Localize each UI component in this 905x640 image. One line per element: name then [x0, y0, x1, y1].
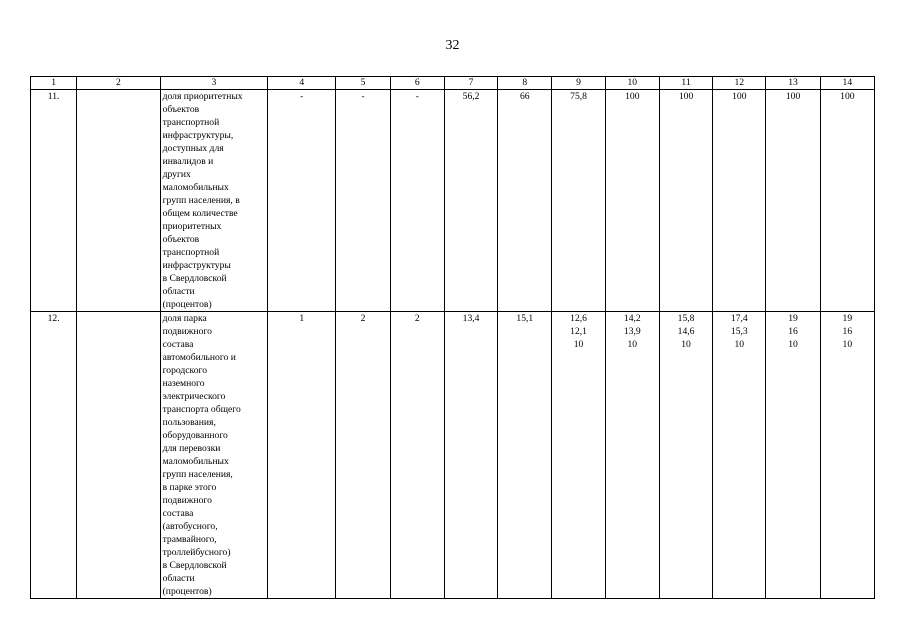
page-number: 32: [445, 38, 460, 53]
value-cell: [605, 312, 659, 599]
value-line: 14,6: [677, 326, 695, 337]
table-row: [31, 90, 875, 312]
value-cell: [268, 90, 336, 312]
header-cell: 1: [31, 77, 77, 90]
table-body: [31, 90, 875, 599]
value-line: 100: [732, 91, 747, 102]
header-cell: 8: [498, 77, 552, 90]
value-cell: [268, 312, 336, 599]
value-line: 13,9: [623, 326, 641, 337]
value-cell: [766, 90, 820, 312]
header-cell: 3: [160, 77, 268, 90]
value-line: 100: [625, 91, 640, 102]
value-cell: [336, 90, 390, 312]
value-cell: [820, 90, 874, 312]
value-line: 66: [520, 91, 530, 102]
value-cell: [713, 312, 766, 599]
header-cell: 2: [77, 77, 160, 90]
header-cell: 4: [268, 77, 336, 90]
value-cell: [820, 312, 874, 599]
header-cell: 5: [336, 77, 390, 90]
value-line: 16: [842, 326, 853, 337]
value-line: 10: [573, 339, 584, 350]
value-line: 10: [788, 339, 798, 350]
value-line: 12,6: [570, 313, 587, 324]
value-line: 10: [627, 339, 638, 350]
header-row: [31, 77, 875, 90]
value-cell: [336, 312, 390, 599]
indicator-description: доля приоритетных объектов транспортной инфраструктуры, доступных для инвалидов и других маломобильных групп населения, в общем количестве приоритетных объектов транспортной инфраструктуры в Свердловской области (процентов): [160, 90, 268, 312]
value-line: 2: [414, 313, 420, 324]
value-line: 15,8: [677, 313, 695, 324]
value-line: -: [415, 91, 419, 102]
value-line: 2: [360, 313, 366, 324]
header-cell: 7: [444, 77, 497, 90]
header-cell: 14: [820, 77, 874, 90]
table-row: [31, 312, 875, 599]
header-cell: 6: [390, 77, 444, 90]
indicators-table: [30, 76, 875, 599]
value-line: 10: [842, 339, 853, 350]
value-cell: [498, 90, 552, 312]
value-cell: [498, 312, 552, 599]
value-line: -: [300, 91, 304, 102]
value-cell: [552, 90, 605, 312]
value-line: 14,2: [623, 313, 641, 324]
value-line: 12,1: [570, 326, 587, 337]
value-cell: [444, 90, 497, 312]
value-cell: [390, 312, 444, 599]
header-cell: 11: [659, 77, 712, 90]
value-cell: [659, 312, 712, 599]
value-cell: [552, 312, 605, 599]
value-line: 19: [788, 313, 798, 324]
value-line: 75,8: [570, 91, 587, 102]
value-line: 16: [788, 326, 798, 337]
column-2-cell: [77, 90, 160, 312]
value-line: 10: [734, 339, 745, 350]
value-line: 15,3: [730, 326, 748, 337]
header-cell: 10: [605, 77, 659, 90]
value-line: 56,2: [462, 91, 480, 102]
value-cell: [605, 90, 659, 312]
value-cell: [390, 90, 444, 312]
value-cell: [713, 90, 766, 312]
value-cell: [444, 312, 497, 599]
row-number: 12.: [31, 312, 77, 599]
value-cell: [659, 90, 712, 312]
value-line: 100: [840, 91, 855, 102]
value-line: 10: [681, 339, 691, 350]
row-number: 11.: [31, 90, 77, 312]
column-2-cell: [77, 312, 160, 599]
value-cell: [766, 312, 820, 599]
value-line: -: [361, 91, 365, 102]
value-line: 1: [299, 313, 305, 324]
value-line: 100: [678, 91, 694, 102]
header-cell: 12: [713, 77, 766, 90]
header-cell: 13: [766, 77, 820, 90]
value-line: 15,1: [516, 313, 534, 324]
value-line: 19: [842, 313, 853, 324]
value-line: 100: [785, 91, 801, 102]
header-cell: 9: [552, 77, 605, 90]
value-line: 17,4: [730, 313, 748, 324]
value-line: 13,4: [462, 313, 480, 324]
indicator-description: доля парка подвижного состава автомобильного и городского наземного электрического транспорта общего пользования, оборудованного для перевозки маломобильных групп населения, в парке этого подвижного состава (автобусного, трамвайного, троллейбусного) в Свердловской области (процентов): [160, 312, 268, 599]
